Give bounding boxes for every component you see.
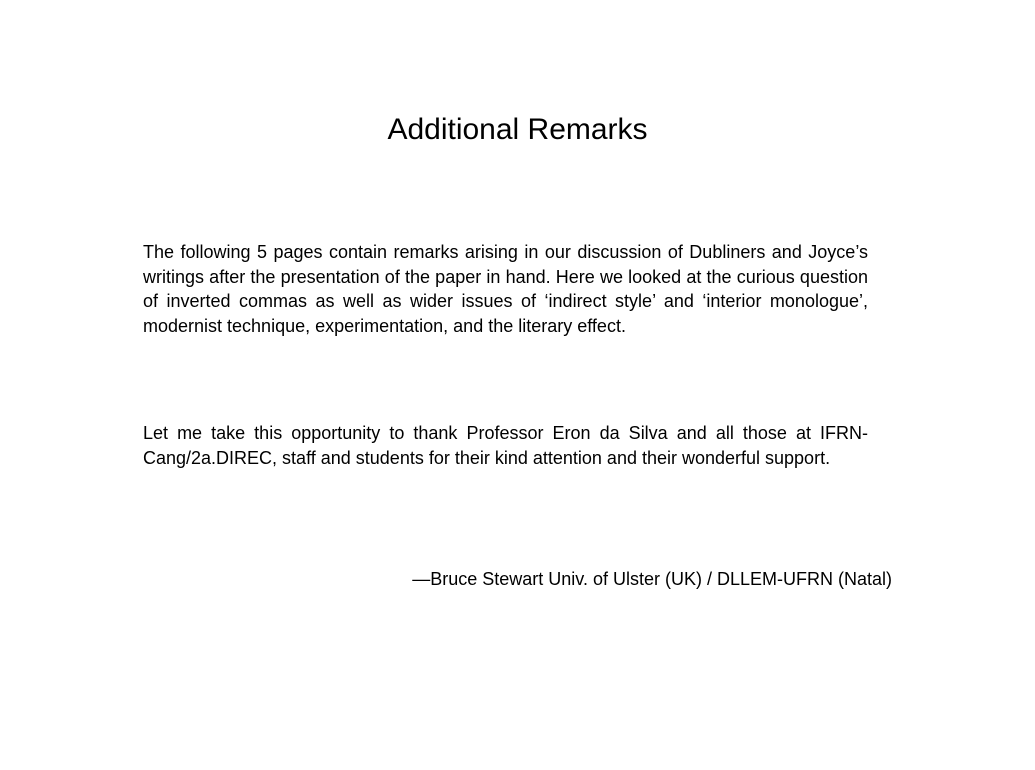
author-signature: —Bruce Stewart Univ. of Ulster (UK) / DLLEM-UFRN (Natal) xyxy=(412,569,892,589)
acknowledgement-paragraph: Let me take this opportunity to thank Professor Eron da Silva and all those at IFRN-Cang/2a.DIREC, staff and students for their kind attention and their wonderful support. xyxy=(143,423,868,468)
slide-title: Additional Remarks xyxy=(387,113,648,146)
remarks-paragraph: The following 5 pages contain remarks arising in our discussion of Dubliners and Joyce’s writings after the presentation of the paper in hand. Here we looked at the curious question of inverted commas as well as wider issues of ‘indirect style’ and ‘interior monologue’, modernist technique, experimentation, and the literary effect. xyxy=(143,242,868,336)
